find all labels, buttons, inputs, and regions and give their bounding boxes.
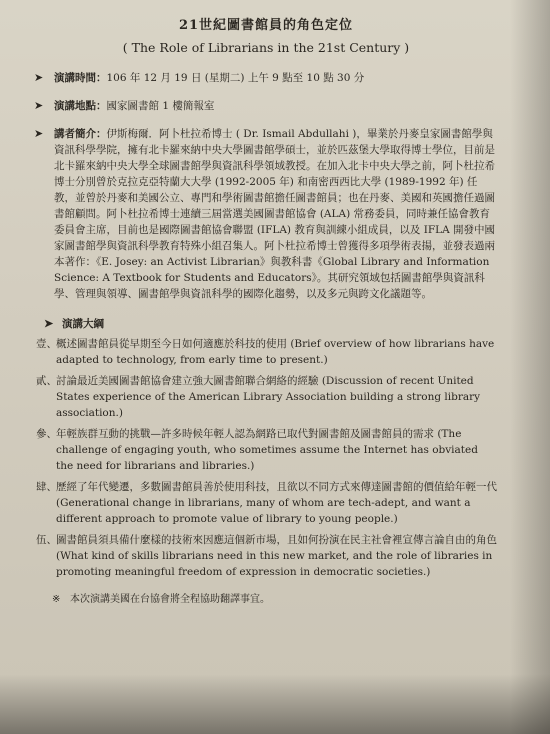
title-english: ( The Role of Librarians in the 21st Century ) bbox=[122, 40, 410, 55]
outline-item bbox=[34, 373, 498, 421]
arrow-bullet-icon: ➤ bbox=[34, 99, 44, 112]
outline-item bbox=[34, 426, 498, 474]
venue-label: 演講地點： bbox=[54, 100, 107, 112]
outline-item-number: 肆、 bbox=[36, 481, 57, 493]
outline-item-text: 圖書館員須具備什麼樣的技術來因應這個新市場，且如何扮演在民主社會裡宣傳言論自由的角色 (What kind of skills librarians need in this new market, and the role of libraries in promoting meaningful freedom of expression in democratic societies.) bbox=[56, 534, 497, 578]
outline-item bbox=[34, 336, 498, 368]
speaker-label: 講者簡介： bbox=[54, 128, 107, 140]
outline-item-text: 討論最近美國圖書館協會建立強大圖書館聯合網絡的經驗 (Discussion of recent United States experience of the American Library Association building a strong library association.) bbox=[56, 375, 481, 419]
outline-item-number: 伍、 bbox=[36, 534, 57, 546]
outline-item-number: 參、 bbox=[36, 428, 57, 440]
outline-item-text: 年輕族群互動的挑戰—許多時候年輕人認為網路已取代對圖書館及圖書館員的需求 (The challenge of engaging youth, who sometimes assume the Internet has obviated the need for librarians and libraries.) bbox=[56, 428, 478, 472]
edge-shadow bbox=[510, 0, 550, 734]
time-row bbox=[34, 70, 498, 86]
time-value: 106 年 12 月 19 日 (星期二) 上午 9 點至 10 點 30 分 bbox=[106, 72, 365, 84]
outline-item-text: 概述圖書館員從早期至今日如何適應於科技的使用 (Brief overview of how librarians have adapted to technology, from early time to present.) bbox=[56, 338, 495, 366]
outline-heading: 演講大綱 bbox=[62, 318, 104, 330]
bottom-shadow bbox=[0, 674, 550, 734]
reference-mark-icon: ※ bbox=[52, 594, 61, 605]
translation-note-text: 本次演講美國在台協會將全程協助翻譯事宜。 bbox=[70, 594, 270, 605]
time-label: 演講時間： bbox=[54, 72, 107, 84]
venue-value: 國家圖書館 1 樓簡報室 bbox=[106, 100, 215, 112]
translation-note bbox=[52, 592, 498, 608]
outline-list bbox=[34, 336, 498, 580]
speaker-bio: 伊斯梅爾．阿卜杜拉希博士 ( Dr. Ismail Abdullahi )，畢業於丹麥皇家圖書館學與資訊科學學院，擁有北卡羅來納中央大學圖書館學碩士，並於匹茲堡大學取得博士學位，目前是北卡羅來納中央大學全球圖書館學與資訊科學領域教授。在加入北卡中央大學之前，阿卜杜拉希博士分別曾於克拉克亞特蘭大大學 (1992-2005 年) 和南密西西比大學 (1989-1992 年) 任教，並曾於丹麥和美國公立、專門和學術圖書館擔任圖書館員；也在丹麥、美國和英國擔任過圖書館顧問。阿卜杜拉希博士連續三屆當選美國圖書館協會 (ALA) 常務委員，同時兼任協會教育委員會主席，目前也是國際圖書館協會聯盟 (IFLA) 教育與訓練小組成員，以及 IFLA 開發中國家圖書館學與資訊科學教育特殊小組召集人。阿卜杜拉希博士曾獲得多項學術表揚，並發表過兩本著作：《E. Josey: an Activist Librarian》與教科書《Global Library and Information Science: A Textbook for Students and Educators》。其研究領域包括圖書館學與資訊科學、管理與領導、圖書館學與資訊科學的國際化趨勢，以及多元與跨文化議題等。 bbox=[54, 128, 496, 300]
arrow-bullet-icon: ➤ bbox=[44, 317, 54, 330]
outline-item-text: 歷經了年代變遷，多數圖書館員善於使用科技，且欲以不同方式來傳達圖書館的價值給年輕一代 (Generational change in librarians, many of whom are tech-adept, and want a different approach to promote value of library to young people.) bbox=[56, 481, 497, 525]
speaker-row bbox=[34, 126, 498, 302]
outline-item bbox=[34, 479, 498, 527]
outline-item-number: 壹、 bbox=[36, 338, 57, 350]
venue-row bbox=[34, 98, 498, 114]
outline-heading-row bbox=[44, 316, 498, 332]
arrow-bullet-icon: ➤ bbox=[34, 71, 44, 84]
title-chinese: 21世紀圖書館員的角色定位 bbox=[178, 18, 354, 33]
outline-item bbox=[34, 532, 498, 580]
outline-item-number: 貳、 bbox=[36, 375, 57, 387]
arrow-bullet-icon: ➤ bbox=[34, 127, 44, 140]
